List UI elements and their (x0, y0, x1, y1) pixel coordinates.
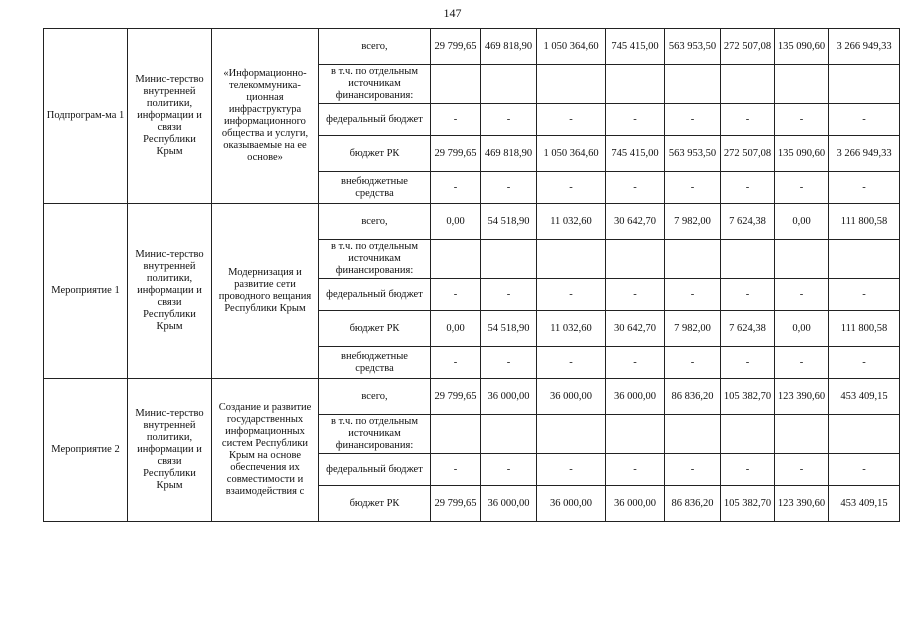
table-row (44, 204, 900, 240)
responsible-executor-cell: Минис-терство внутренней политики, информации и связи Республики Крым (128, 379, 212, 522)
amount-cell: 135 090,60 (775, 29, 829, 65)
empty-cell (606, 65, 665, 104)
amount-cell: 30 642,70 (606, 311, 665, 347)
dash-cell: - (481, 454, 537, 486)
amount-cell: 563 953,50 (665, 136, 721, 172)
amount-cell: 29 799,65 (431, 379, 481, 415)
empty-cell (431, 240, 481, 279)
dash-cell: - (606, 279, 665, 311)
dash-cell: - (775, 279, 829, 311)
empty-cell (481, 65, 537, 104)
amount-cell: 36 000,00 (537, 486, 606, 522)
amount-cell: 7 982,00 (665, 204, 721, 240)
amount-cell: 3 266 949,33 (829, 29, 900, 65)
dash-cell: - (829, 347, 900, 379)
responsible-executor-cell: Минис-терство внутренней политики, информации и связи Республики Крым (128, 29, 212, 204)
amount-cell: 11 032,60 (537, 204, 606, 240)
amount-cell: 54 518,90 (481, 311, 537, 347)
amount-cell: 105 382,70 (721, 486, 775, 522)
dash-cell: - (665, 104, 721, 136)
amount-cell: 0,00 (431, 204, 481, 240)
funding-source-cell: всего, (319, 379, 431, 415)
funding-source-cell: в т.ч. по отдельным источникам финансирования: (319, 65, 431, 104)
amount-cell: 86 836,20 (665, 486, 721, 522)
amount-cell: 7 982,00 (665, 311, 721, 347)
amount-cell: 36 000,00 (481, 486, 537, 522)
empty-cell (537, 240, 606, 279)
amount-cell: 3 266 949,33 (829, 136, 900, 172)
dash-cell: - (665, 172, 721, 204)
dash-cell: - (721, 454, 775, 486)
amount-cell: 11 032,60 (537, 311, 606, 347)
amount-cell: 105 382,70 (721, 379, 775, 415)
empty-cell (537, 415, 606, 454)
empty-cell (431, 65, 481, 104)
amount-cell: 7 624,38 (721, 204, 775, 240)
funding-source-cell: бюджет РК (319, 311, 431, 347)
empty-cell (665, 65, 721, 104)
empty-cell (537, 65, 606, 104)
dash-cell: - (481, 172, 537, 204)
empty-cell (829, 240, 900, 279)
empty-cell (481, 415, 537, 454)
empty-cell (829, 65, 900, 104)
dash-cell: - (481, 104, 537, 136)
amount-cell: 29 799,65 (431, 136, 481, 172)
empty-cell (665, 240, 721, 279)
empty-cell (721, 415, 775, 454)
dash-cell: - (606, 347, 665, 379)
amount-cell: 7 624,38 (721, 311, 775, 347)
description-cell: Создание и развитие государственных информационных систем Республики Крым на основе обеспечения их совместимости и взаимодействия с (212, 379, 319, 522)
dash-cell: - (665, 279, 721, 311)
amount-cell: 29 799,65 (431, 486, 481, 522)
amount-cell: 745 415,00 (606, 29, 665, 65)
amount-cell: 453 409,15 (829, 379, 900, 415)
amount-cell: 469 818,90 (481, 136, 537, 172)
amount-cell: 111 800,58 (829, 311, 900, 347)
empty-cell (606, 415, 665, 454)
funding-source-cell: внебюджетные средства (319, 347, 431, 379)
dash-cell: - (431, 454, 481, 486)
amount-cell: 0,00 (431, 311, 481, 347)
amount-cell: 36 000,00 (606, 379, 665, 415)
funding-source-cell: федеральный бюджет (319, 104, 431, 136)
amount-cell: 123 390,60 (775, 379, 829, 415)
amount-cell: 29 799,65 (431, 29, 481, 65)
page-number: 147 (443, 6, 462, 20)
dash-cell: - (606, 454, 665, 486)
funding-source-cell: в т.ч. по отдельным источникам финансирования: (319, 415, 431, 454)
amount-cell: 745 415,00 (606, 136, 665, 172)
amount-cell: 563 953,50 (665, 29, 721, 65)
empty-cell (775, 415, 829, 454)
dash-cell: - (775, 104, 829, 136)
empty-cell (829, 415, 900, 454)
empty-cell (775, 240, 829, 279)
dash-cell: - (481, 279, 537, 311)
budget-table (43, 28, 900, 522)
dash-cell: - (775, 172, 829, 204)
funding-source-cell: всего, (319, 29, 431, 65)
responsible-executor-cell: Минис-терство внутренней политики, информации и связи Республики Крым (128, 204, 212, 379)
dash-cell: - (665, 347, 721, 379)
dash-cell: - (829, 279, 900, 311)
dash-cell: - (431, 279, 481, 311)
amount-cell: 36 000,00 (537, 379, 606, 415)
dash-cell: - (829, 172, 900, 204)
amount-cell: 36 000,00 (606, 486, 665, 522)
program-name-cell: Подпрограм-ма 1 (44, 29, 128, 204)
amount-cell: 1 050 364,60 (537, 136, 606, 172)
empty-cell (481, 240, 537, 279)
amount-cell: 453 409,15 (829, 486, 900, 522)
empty-cell (606, 240, 665, 279)
funding-source-cell: в т.ч. по отдельным источникам финансирования: (319, 240, 431, 279)
amount-cell: 86 836,20 (665, 379, 721, 415)
dash-cell: - (775, 454, 829, 486)
dash-cell: - (721, 279, 775, 311)
funding-source-cell: федеральный бюджет (319, 454, 431, 486)
amount-cell: 272 507,08 (721, 136, 775, 172)
funding-source-cell: бюджет РК (319, 486, 431, 522)
empty-cell (431, 415, 481, 454)
dash-cell: - (721, 347, 775, 379)
dash-cell: - (775, 347, 829, 379)
dash-cell: - (606, 104, 665, 136)
dash-cell: - (431, 347, 481, 379)
dash-cell: - (606, 172, 665, 204)
dash-cell: - (537, 454, 606, 486)
dash-cell: - (721, 172, 775, 204)
dash-cell: - (721, 104, 775, 136)
funding-source-cell: федеральный бюджет (319, 279, 431, 311)
empty-cell (721, 65, 775, 104)
amount-cell: 272 507,08 (721, 29, 775, 65)
amount-cell: 135 090,60 (775, 136, 829, 172)
description-cell: Модернизация и развитие сети проводного вещания Республики Крым (212, 204, 319, 379)
empty-cell (665, 415, 721, 454)
dash-cell: - (829, 454, 900, 486)
dash-cell: - (537, 347, 606, 379)
dash-cell: - (481, 347, 537, 379)
amount-cell: 0,00 (775, 204, 829, 240)
funding-source-cell: внебюджетные средства (319, 172, 431, 204)
dash-cell: - (537, 104, 606, 136)
dash-cell: - (537, 279, 606, 311)
funding-source-cell: всего, (319, 204, 431, 240)
amount-cell: 36 000,00 (481, 379, 537, 415)
dash-cell: - (829, 104, 900, 136)
dash-cell: - (431, 104, 481, 136)
amount-cell: 123 390,60 (775, 486, 829, 522)
dash-cell: - (537, 172, 606, 204)
amount-cell: 30 642,70 (606, 204, 665, 240)
amount-cell: 54 518,90 (481, 204, 537, 240)
funding-source-cell: бюджет РК (319, 136, 431, 172)
table-row (44, 29, 900, 65)
dash-cell: - (431, 172, 481, 204)
dash-cell: - (665, 454, 721, 486)
table-row (44, 379, 900, 415)
empty-cell (775, 65, 829, 104)
description-cell: «Информационно-телекоммуника-ционная инфраструктура информационного общества и услуги, оказываемые на ее основе» (212, 29, 319, 204)
program-name-cell: Мероприятие 2 (44, 379, 128, 522)
empty-cell (721, 240, 775, 279)
program-name-cell: Мероприятие 1 (44, 204, 128, 379)
amount-cell: 469 818,90 (481, 29, 537, 65)
amount-cell: 111 800,58 (829, 204, 900, 240)
amount-cell: 0,00 (775, 311, 829, 347)
amount-cell: 1 050 364,60 (537, 29, 606, 65)
